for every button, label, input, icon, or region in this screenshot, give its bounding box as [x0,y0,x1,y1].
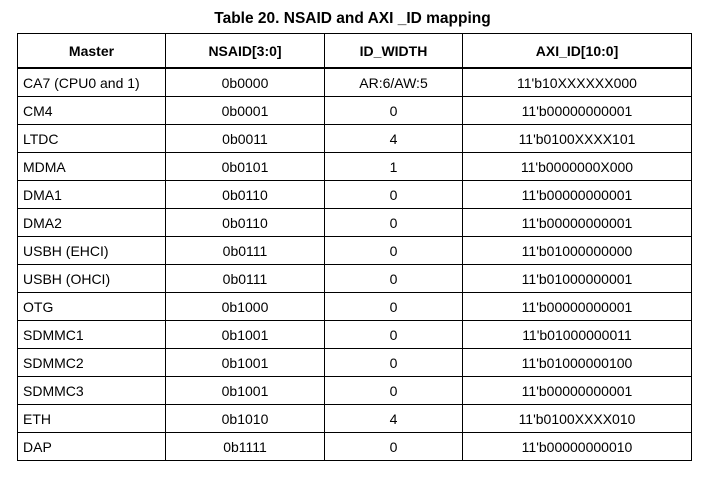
cell-axi-id: 11'b01000000000 [463,237,692,265]
cell-nsaid: 0b0000 [166,68,325,97]
cell-axi-id: 11'b01000000001 [463,265,692,293]
cell-axi-id: 11'b00000000001 [463,97,692,125]
cell-axi-id: 11'b01000000011 [463,321,692,349]
cell-master: LTDC [18,125,166,153]
cell-axi-id: 11'b00000000001 [463,293,692,321]
cell-id-width: 0 [325,181,463,209]
column-header-axi-id: AXI_ID[10:0] [463,34,692,69]
cell-axi-id: 11'b0100XXXX101 [463,125,692,153]
table-caption: Table 20. NSAID and AXI _ID mapping [214,10,491,27]
cell-master: SDMMC2 [18,349,166,377]
table-row [18,321,692,349]
table-row [18,153,692,181]
cell-id-width: 4 [325,125,463,153]
table-row [18,405,692,433]
cell-id-width: 0 [325,433,463,461]
cell-nsaid: 0b1010 [166,405,325,433]
cell-master: DMA1 [18,181,166,209]
cell-nsaid: 0b0110 [166,209,325,237]
cell-master: USBH (OHCI) [18,265,166,293]
table-row [18,265,692,293]
cell-axi-id: 11'b00000000001 [463,181,692,209]
cell-axi-id: 11'b00000000010 [463,433,692,461]
table-row [18,349,692,377]
cell-id-width: AR:6/AW:5 [325,68,463,97]
table-row [18,125,692,153]
cell-master: DAP [18,433,166,461]
cell-nsaid: 0b1001 [166,377,325,405]
cell-id-width: 0 [325,321,463,349]
cell-id-width: 0 [325,377,463,405]
column-header-master: Master [18,34,166,69]
table-row [18,433,692,461]
cell-axi-id: 11'b0100XXXX010 [463,405,692,433]
cell-master: SDMMC1 [18,321,166,349]
cell-axi-id: 11'b00000000001 [463,377,692,405]
table-row [18,68,692,97]
cell-master: CA7 (CPU0 and 1) [18,68,166,97]
cell-master: CM4 [18,97,166,125]
cell-master: MDMA [18,153,166,181]
column-header-nsaid: NSAID[3:0] [166,34,325,69]
cell-id-width: 0 [325,209,463,237]
cell-id-width: 0 [325,349,463,377]
cell-id-width: 1 [325,153,463,181]
cell-nsaid: 0b1001 [166,321,325,349]
cell-nsaid: 0b0001 [166,97,325,125]
cell-id-width: 0 [325,265,463,293]
table-row [18,181,692,209]
column-header-id-width: ID_WIDTH [325,34,463,69]
table-row [18,293,692,321]
cell-id-width: 0 [325,293,463,321]
cell-master: OTG [18,293,166,321]
table-row [18,377,692,405]
cell-master: SDMMC3 [18,377,166,405]
table-row [18,209,692,237]
cell-nsaid: 0b1001 [166,349,325,377]
header-row [18,34,692,69]
cell-axi-id: 11'b00000000001 [463,209,692,237]
cell-master: USBH (EHCI) [18,237,166,265]
cell-id-width: 0 [325,97,463,125]
table-row [18,237,692,265]
cell-nsaid: 0b0011 [166,125,325,153]
nsaid-axi-id-table [17,33,692,461]
cell-nsaid: 0b1111 [166,433,325,461]
cell-axi-id: 11'b01000000100 [463,349,692,377]
cell-nsaid: 0b1000 [166,293,325,321]
table-body [18,68,692,461]
cell-axi-id: 11'b0000000X000 [463,153,692,181]
cell-id-width: 4 [325,405,463,433]
cell-id-width: 0 [325,237,463,265]
cell-nsaid: 0b0101 [166,153,325,181]
cell-nsaid: 0b0111 [166,237,325,265]
cell-nsaid: 0b0111 [166,265,325,293]
cell-master: ETH [18,405,166,433]
cell-nsaid: 0b0110 [166,181,325,209]
cell-axi-id: 11'b10XXXXXX000 [463,68,692,97]
table-row [18,97,692,125]
cell-master: DMA2 [18,209,166,237]
